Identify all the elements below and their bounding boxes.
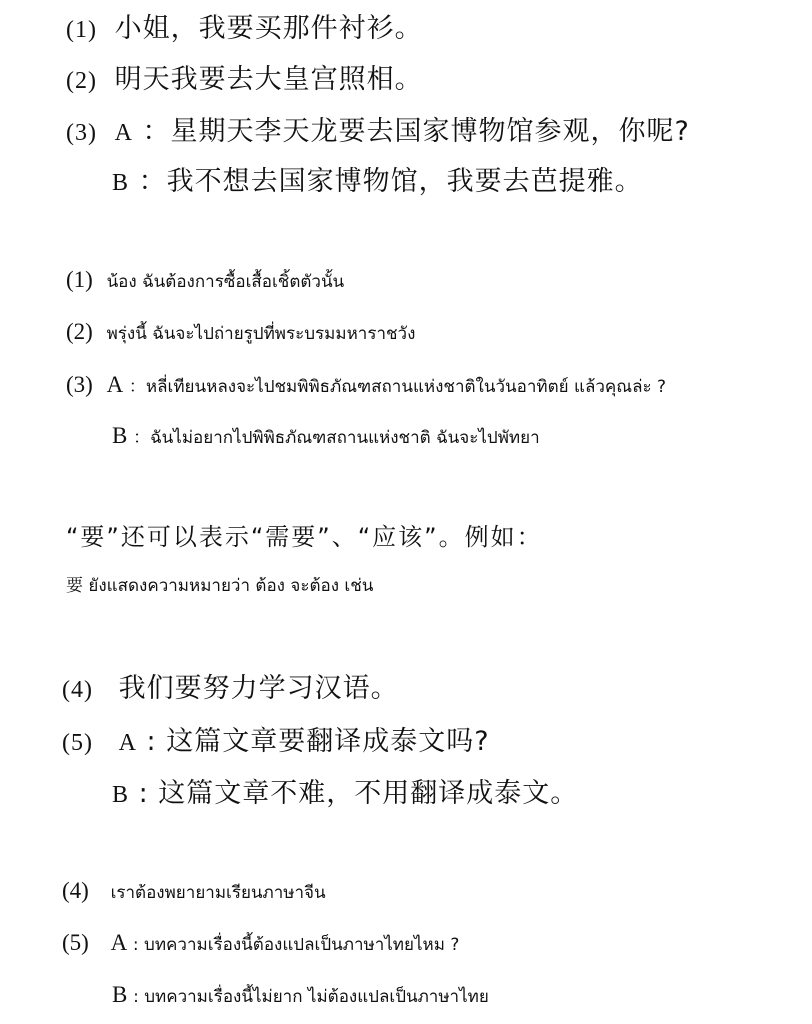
- example-text: พรุ่งนี้ ฉันจะไปถ่ายรูปที่พระบรมมหาราชวัง: [106, 324, 416, 344]
- example-text: 小姐，我要买那件衬衫。: [114, 13, 423, 44]
- example-text: ：ฉันไม่อยากไปพิพิธภัณฑสถานแห่งชาติ ฉันจะไปพัทยา: [133, 428, 540, 448]
- example-number: (4): [62, 878, 89, 903]
- example-number: (2): [66, 319, 93, 344]
- example-number: (3): [66, 120, 97, 146]
- zh-example-4: [62, 675, 399, 702]
- th-example-4: [62, 879, 326, 902]
- example-number: (3): [66, 372, 93, 397]
- example-number: (2): [66, 68, 97, 94]
- th-example-1: [66, 268, 344, 291]
- th-example-3b: [112, 424, 540, 447]
- speaker-label: B: [112, 170, 130, 196]
- example-text: ：หลี่เทียนหลงจะไปชมพิพิธภัณฑสถานแห่งชาติในวันอาทิตย์ แล้วคุณล่ะ ?: [128, 377, 667, 397]
- speaker-label: A: [118, 730, 137, 756]
- example-text: เราต้องพยายามเรียนภาษาจีน: [110, 883, 326, 903]
- example-text: ：星期天李天龙要去国家博物馆参观，你呢?: [142, 116, 690, 147]
- note-thai: [66, 578, 373, 595]
- example-number: (5): [62, 930, 89, 955]
- speaker-label: A: [114, 120, 133, 146]
- th-example-2: [66, 320, 415, 343]
- zh-example-5b: [112, 780, 578, 807]
- example-text: 我们要努力学习汉语。: [118, 673, 399, 704]
- example-number: (4): [62, 677, 93, 703]
- example-text: น้อง ฉันต้องการซื้อเสื้อเชิ้ตตัวนั้น: [106, 272, 345, 292]
- example-text: : บทความเรื่องนี้ต้องแปลเป็นภาษาไทยไหม ?: [132, 935, 460, 955]
- zh-example-2: [66, 66, 423, 93]
- note-chinese: [66, 525, 543, 549]
- th-example-5a: [62, 931, 459, 954]
- example-text: : 这篇文章不难，不用翻译成泰文。: [138, 778, 579, 809]
- example-text: ：我不想去国家博物馆，我要去芭提雅。: [138, 166, 643, 197]
- example-text: 明天我要去大皇宫照相。: [114, 64, 423, 95]
- th-example-3a: [66, 373, 666, 396]
- zh-example-1: [66, 15, 423, 42]
- note-text: “要”还可以表示“需要”、“应该”。例如：: [66, 523, 543, 551]
- example-text: : บทความเรื่องนี้ไม่ยาก ไม่ต้องแปลเป็นภาษาไทย: [133, 987, 489, 1007]
- speaker-label: B: [112, 982, 128, 1007]
- speaker-label: B: [112, 782, 130, 808]
- example-text: : 这篇文章要翻译成泰文吗?: [146, 726, 490, 757]
- zh-example-3b: [112, 168, 643, 195]
- th-example-5b: [112, 983, 489, 1006]
- zh-example-5a: [62, 728, 490, 755]
- zh-example-3a: [66, 118, 690, 145]
- speaker-label: A: [110, 930, 128, 955]
- speaker-label: A: [106, 372, 124, 397]
- example-number: (1): [66, 17, 97, 43]
- note-text: 要 ยังแสดงความหมายว่า ต้อง จะต้อง เช่น: [66, 576, 374, 596]
- speaker-label: B: [112, 423, 128, 448]
- example-number: (1): [66, 267, 93, 292]
- example-number: (5): [62, 730, 93, 756]
